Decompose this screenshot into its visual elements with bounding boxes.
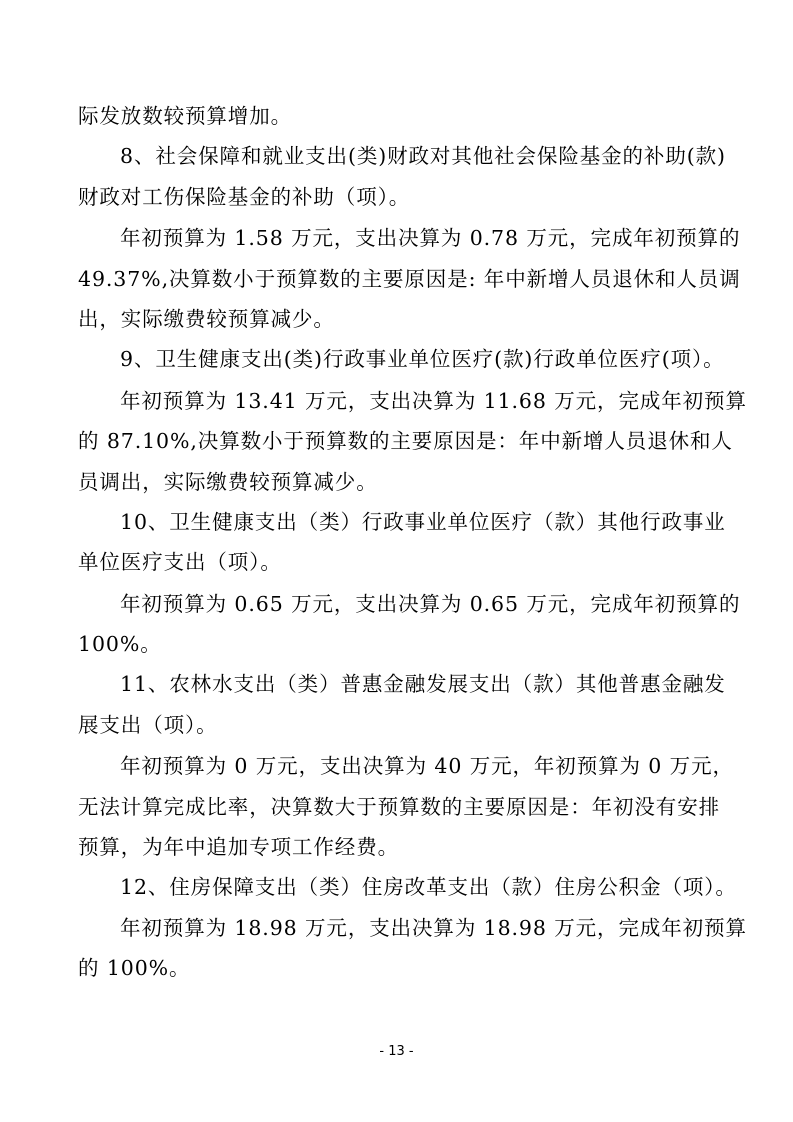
text-line: 年初预算为 1.58 万元，支出决算为 0.78 万元，完成年初预算的 [120, 226, 741, 251]
text-line: 单位医疗支出（项）。 [78, 550, 282, 575]
item-8-heading: 8、社会保障和就业支出(类)财政对其他社会保险基金的补助(款) [120, 144, 726, 169]
text-line: 年初预算为 0 万元，支出决算为 40 万元，年初预算为 0 万元， [120, 754, 734, 779]
text-line: 年初预算为 18.98 万元，支出决算为 18.98 万元，完成年初预算 [120, 915, 747, 940]
text-line: 年初预算为 13.41 万元，支出决算为 11.68 万元，完成年初预算 [120, 388, 747, 413]
item-11-heading: 11、农林水支出（类）普惠金融发展支出（款）其他普惠金融发 [120, 672, 726, 697]
text-line: 无法计算完成比率，决算数大于预算数的主要原因是：年初没有安排 [78, 794, 720, 819]
text-line: 100%。 [78, 632, 162, 657]
text-line: 员调出，实际缴费较预算减少。 [78, 469, 378, 494]
item-9-heading: 9、卫生健康支出(类)行政事业单位医疗(款)行政单位医疗(项）。 [120, 347, 725, 372]
text-line: 预算，为年中追加专项工作经费。 [78, 835, 399, 859]
item-12-heading: 12、住房保障支出（类）住房改革支出（款）住房公积金（项）。 [120, 875, 737, 900]
text-line: 的 100%。 [78, 956, 191, 981]
item-10-heading: 10、卫生健康支出（类）行政事业单位医疗（款）其他行政事业 [120, 509, 726, 534]
text-line: 年初预算为 0.65 万元，支出决算为 0.65 万元，完成年初预算的 [120, 591, 741, 616]
text-line: 49.37%,决算数小于预算数的主要原因是: 年中新增人员退休和人员调 [78, 266, 741, 291]
text-line: 的 87.10%,决算数小于预算数的主要原因是：年中新增人员退休和人 [78, 429, 733, 454]
text-line: 财政对工伤保险基金的补助（项）。 [78, 184, 411, 209]
page-number: - 13 - [379, 1044, 414, 1059]
text-line: 出，实际缴费较预算减少。 [78, 306, 335, 331]
text-line: 展支出（项）。 [78, 712, 218, 737]
text-line: 际发放数较预算增加。 [78, 104, 292, 128]
